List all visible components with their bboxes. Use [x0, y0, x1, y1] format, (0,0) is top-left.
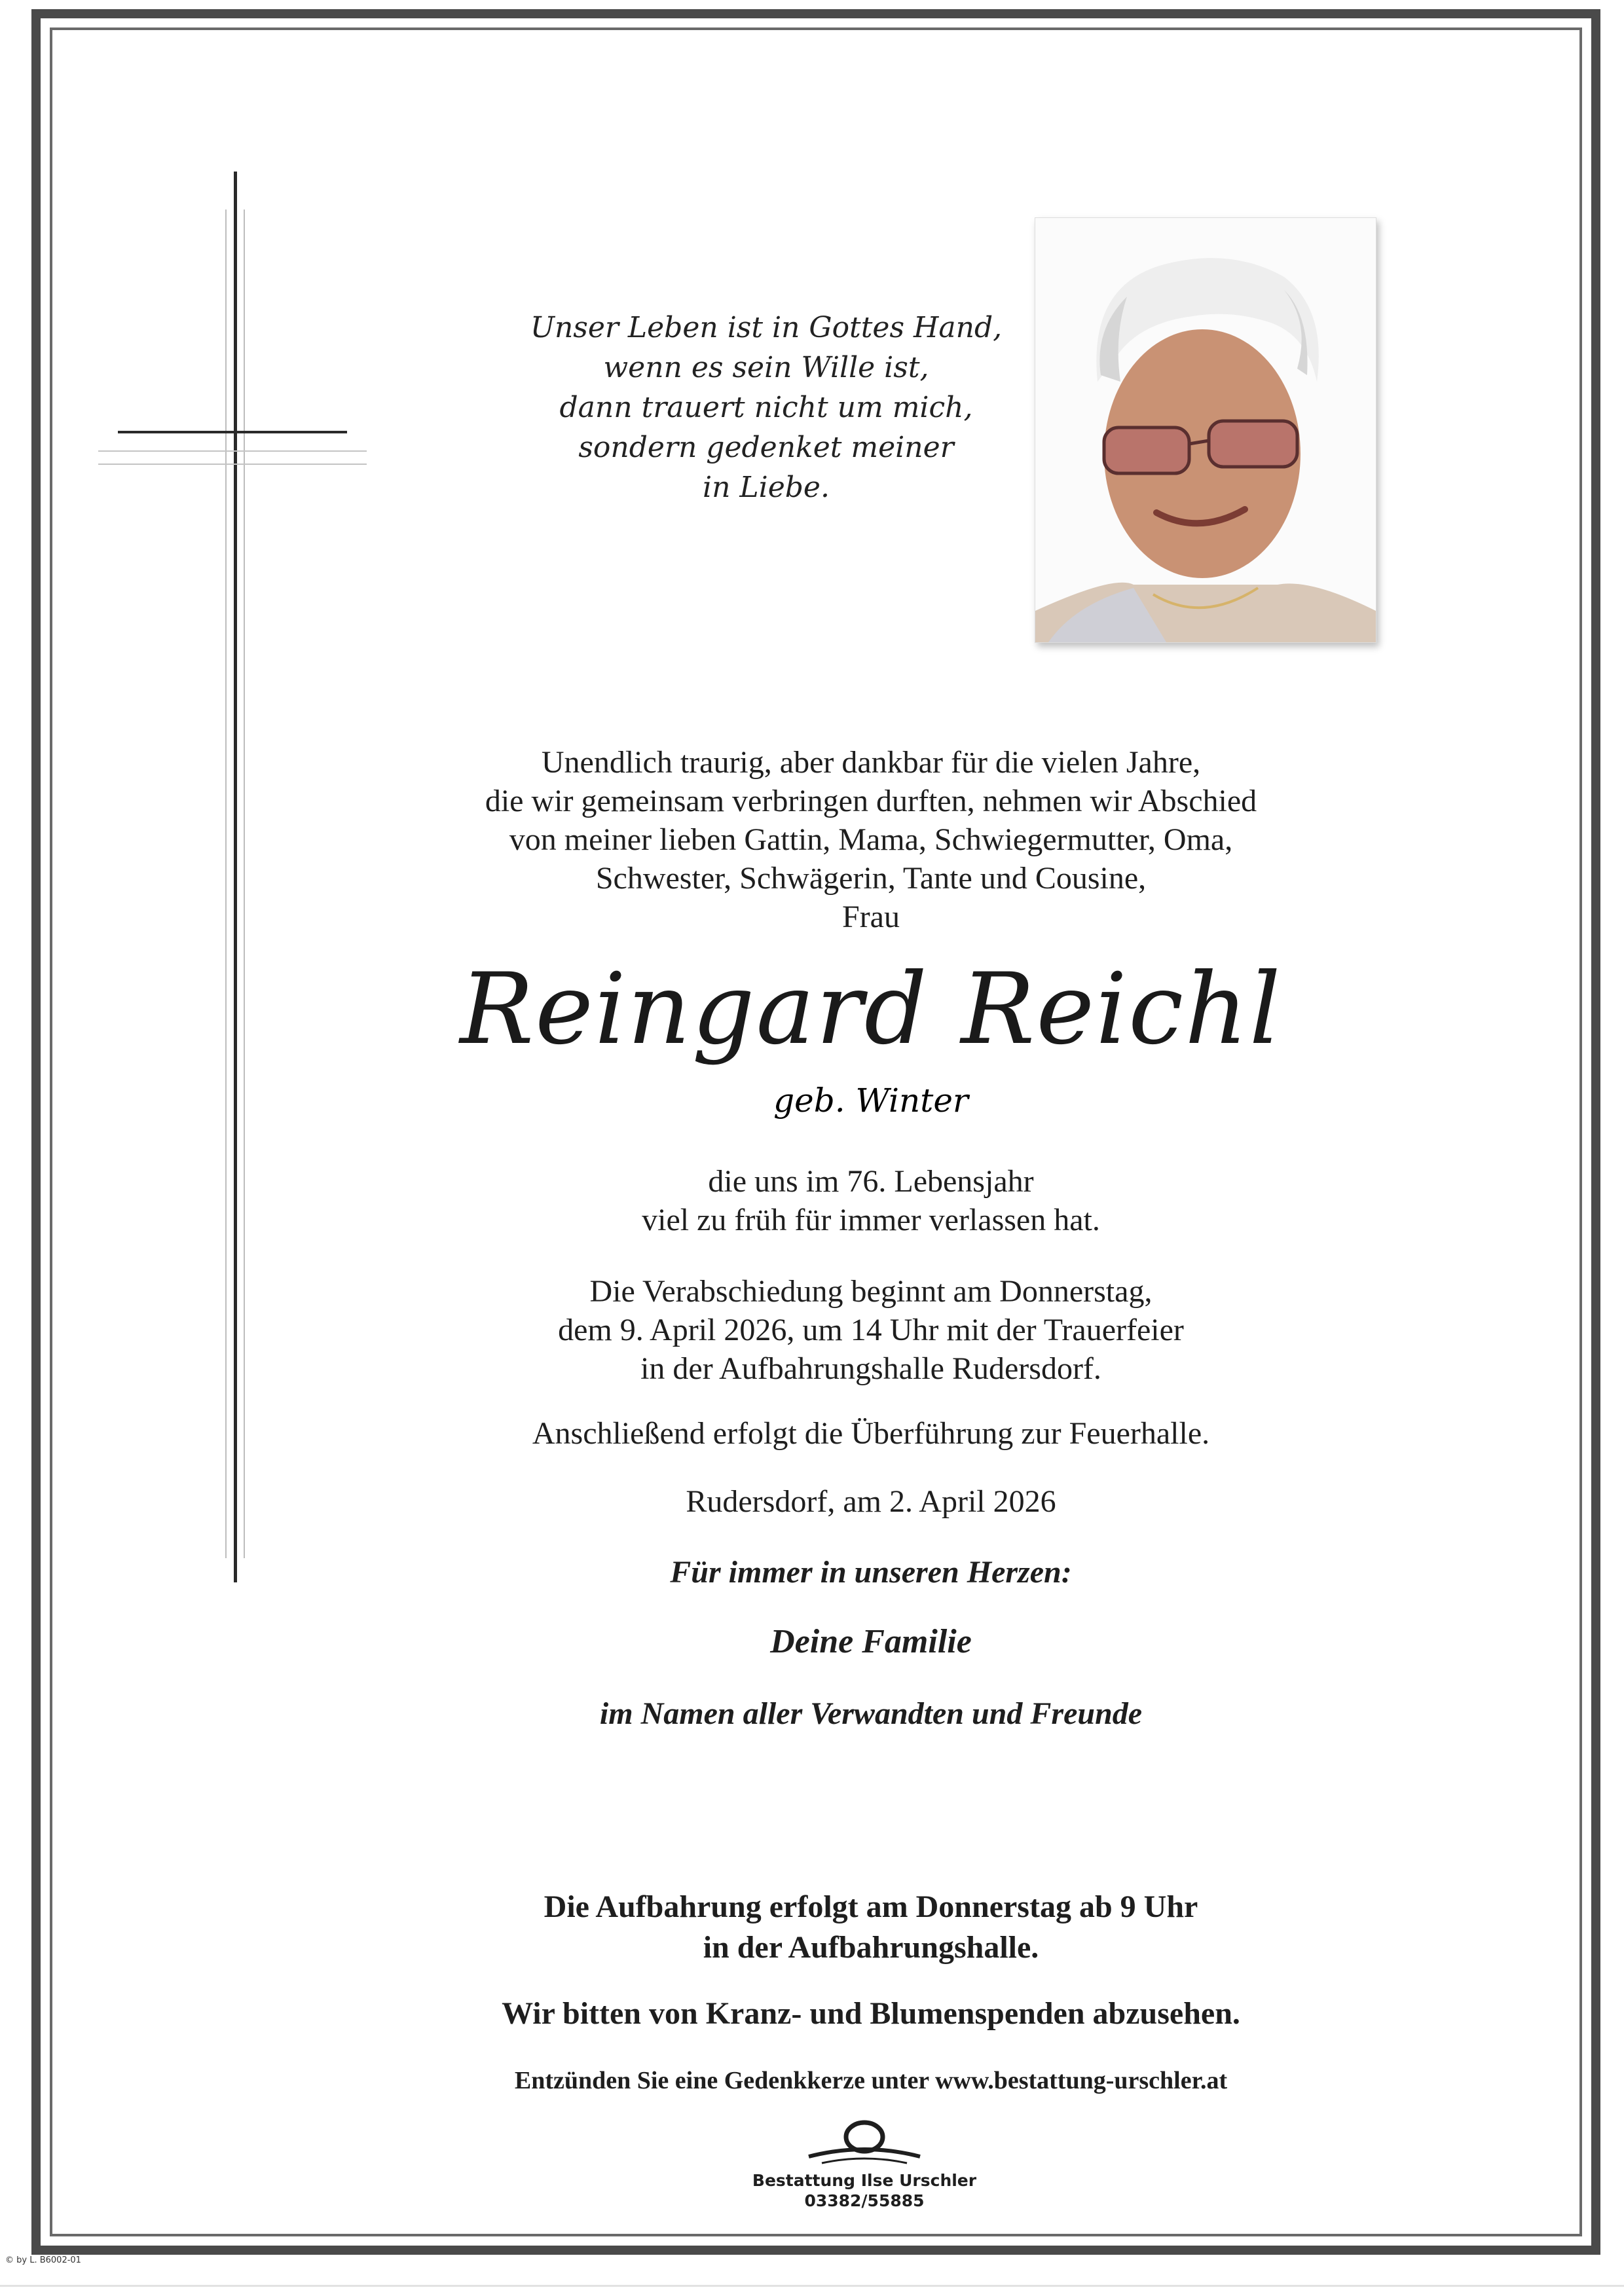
age-text [275, 1162, 1467, 1239]
cross-vertical-bar [234, 172, 237, 1582]
poem-line: sondern gedenket meiner [578, 431, 954, 464]
maiden-name: geb. Winter [773, 1082, 969, 1120]
announcement-line: von meiner lieben Gattin, Mama, Schwiegermutter, Oma, [509, 822, 1233, 857]
family-signature: Deine Familie [770, 1623, 972, 1660]
poem-line: dann trauert nicht um mich, [559, 391, 973, 424]
cross-horizontal-bar [118, 431, 347, 433]
poem-line: in Liebe. [703, 471, 830, 504]
flowers-notice: Wir bitten von Kranz- und Blumenspenden abzusehen. [502, 1996, 1240, 2031]
announcement-line: Unendlich traurig, aber dankbar für die vielen Jahre, [541, 745, 1201, 780]
ceremony-line: in der Aufbahrungshalle Rudersdorf. [640, 1351, 1101, 1386]
ceremony-text [275, 1272, 1467, 1388]
viewing-line: Die Aufbahrung erfolgt am Donnerstag ab 9 Uhr [544, 1889, 1198, 1924]
ceremony-line: dem 9. April 2026, um 14 Uhr mit der Trauerfeier [558, 1313, 1184, 1347]
announcement-line: Schwester, Schwägerin, Tante und Cousine, [595, 861, 1147, 896]
funeral-home-name: Bestattung Ilse Urschler [752, 2171, 977, 2190]
transfer-text: Anschließend erfolgt die Überführung zur Feuerhalle. [532, 1416, 1210, 1451]
ceremony-line: Die Verabschiedung beginnt am Donnerstag, [589, 1274, 1153, 1309]
funeral-home-phone: 03382/55885 [804, 2191, 925, 2210]
cross-vertical-line-right [244, 210, 245, 1558]
cross-vertical-line-left [225, 210, 227, 1558]
deceased-name: Reingard Reichl [460, 953, 1282, 1066]
forever-heading: Für immer in unseren Herzen: [670, 1555, 1072, 1590]
cross-horizontal-line-2 [98, 464, 367, 465]
announcement-line: die wir gemeinsam verbringen durften, nehmen wir Abschied [485, 784, 1257, 818]
announcement-text [275, 743, 1467, 936]
age-line: die uns im 76. Lebensjahr [708, 1164, 1034, 1199]
place-date: Rudersdorf, am 2. April 2026 [686, 1484, 1056, 1519]
memorial-candle-link[interactable]: Entzünden Sie eine Gedenkkerze unter www.bestattung-urschler.at [514, 2067, 1228, 2094]
memorial-poem [406, 308, 1126, 507]
portrait-illustration [1035, 218, 1376, 642]
poem-line: Unser Leben ist in Gottes Hand, [530, 311, 1003, 344]
relatives-line: im Namen aller Verwandten und Freunde [599, 1696, 1143, 1731]
announcement-line: Frau [842, 900, 900, 934]
poem-line: wenn es sein Wille ist, [603, 351, 929, 384]
portrait-photo [1035, 217, 1376, 643]
viewing-line: in der Aufbahrungshalle. [703, 1930, 1039, 1965]
copyright-note: © by L. B6002-01 [5, 2255, 81, 2265]
age-line: viel zu früh für immer verlassen hat. [642, 1203, 1100, 1237]
cross-horizontal-line-1 [98, 450, 367, 452]
funeral-home-info [655, 2170, 1074, 2211]
bottom-rule [0, 2285, 1624, 2287]
funeral-home-logo-icon [802, 2116, 927, 2175]
viewing-notice [275, 1887, 1467, 1968]
